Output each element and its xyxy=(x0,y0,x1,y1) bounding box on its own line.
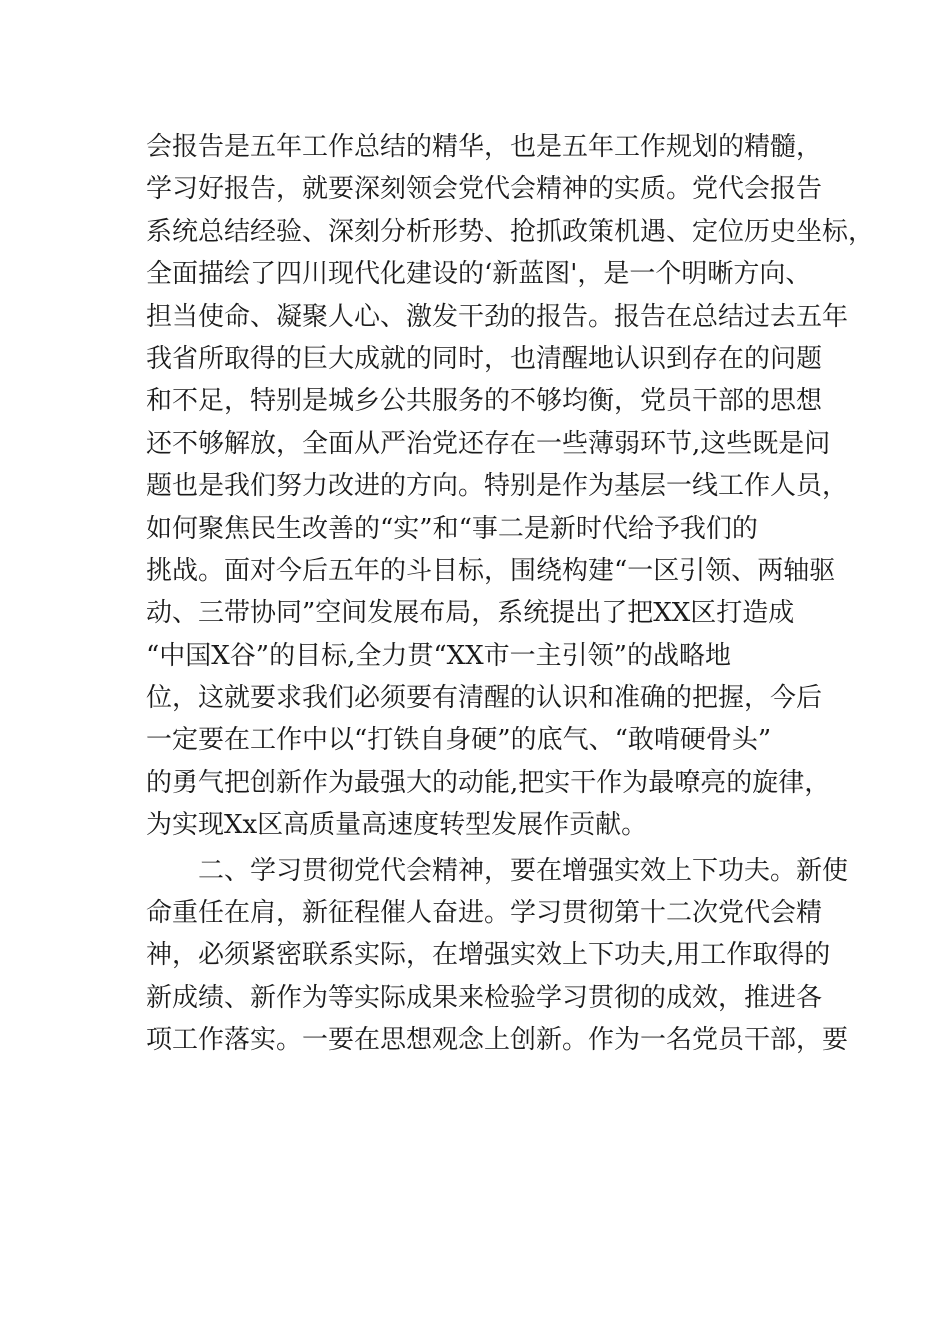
text-line: 题也是我们努力改进的方向。特别是作为基层一线工作人员， xyxy=(146,471,849,502)
text-line: 二、学习贯彻党代会精神，要在增强实效上下功夫。新使 xyxy=(198,855,849,886)
text-line: 新成绩、新作为等实际成果来检验学习贯彻的成效，推进各 xyxy=(146,982,823,1013)
text-line: 全面描绘了四川现代化建设的‘新蓝图'，是一个明晰方向、 xyxy=(146,259,812,290)
text-line: 动、三带协同”空间发展布局，系统提出了把XX区打造成 xyxy=(146,598,795,629)
text-line: 项工作落实。一要在思想观念上创新。作为一名党员干部，要 xyxy=(146,1025,849,1056)
text-line: 位，这就要求我们必须要有清醒的认识和准确的把握，今后 xyxy=(146,683,823,714)
text-line: 的勇气把创新作为最强大的动能,把实干作为最嘹亮的旋律， xyxy=(146,767,831,798)
text-line: 挑战。面对今后五年的斗目标，围绕构建“一区引领、两轴驱 xyxy=(146,555,836,586)
text-line: 系统总结经验、深刻分析形势、抢抓政策机遇、定位历史坐标， xyxy=(146,216,875,247)
text-line: 一定要在工作中以“打铁自身硬”的底气、“敢啃硬骨头” xyxy=(146,725,772,756)
text-line: 如何聚焦民生改善的“实”和“事二是新时代给予我们的 xyxy=(146,513,758,544)
text-line: 会报告是五年工作总结的精华，也是五年工作规划的精髓， xyxy=(146,132,823,162)
text-line: 还不够解放，全面从严治党还存在一些薄弱环节,这些既是问 xyxy=(146,428,831,459)
text-line: 为实现Xx区高质量高速度转型发展作贡献。 xyxy=(146,810,648,841)
text-line: 我省所取得的巨大成就的同时，也清醒地认识到存在的问题 xyxy=(146,343,823,374)
body-text xyxy=(146,126,875,1062)
text-line: 学习好报告，就要深刻领会党代会精神的实质。党代会报告 xyxy=(146,174,823,205)
text-line: 神，必须紧密联系实际，在增强实效上下功夫,用工作取得的 xyxy=(146,940,831,971)
text-line: 命重任在肩，新征程催人奋进。学习贯彻第十二次党代会精 xyxy=(146,898,823,929)
text-line: 担当使命、凝聚人心、激发干劲的报告。报告在总结过去五年 xyxy=(146,301,849,332)
text-line: “中国X谷”的目标,全力贯“XX市一主引领”的战略地 xyxy=(146,640,731,671)
paragraph-1 xyxy=(146,126,875,847)
paragraph-2 xyxy=(146,850,849,1062)
text-line: 和不足，特别是城乡公共服务的不够均衡，党员干部的思想 xyxy=(146,386,823,417)
